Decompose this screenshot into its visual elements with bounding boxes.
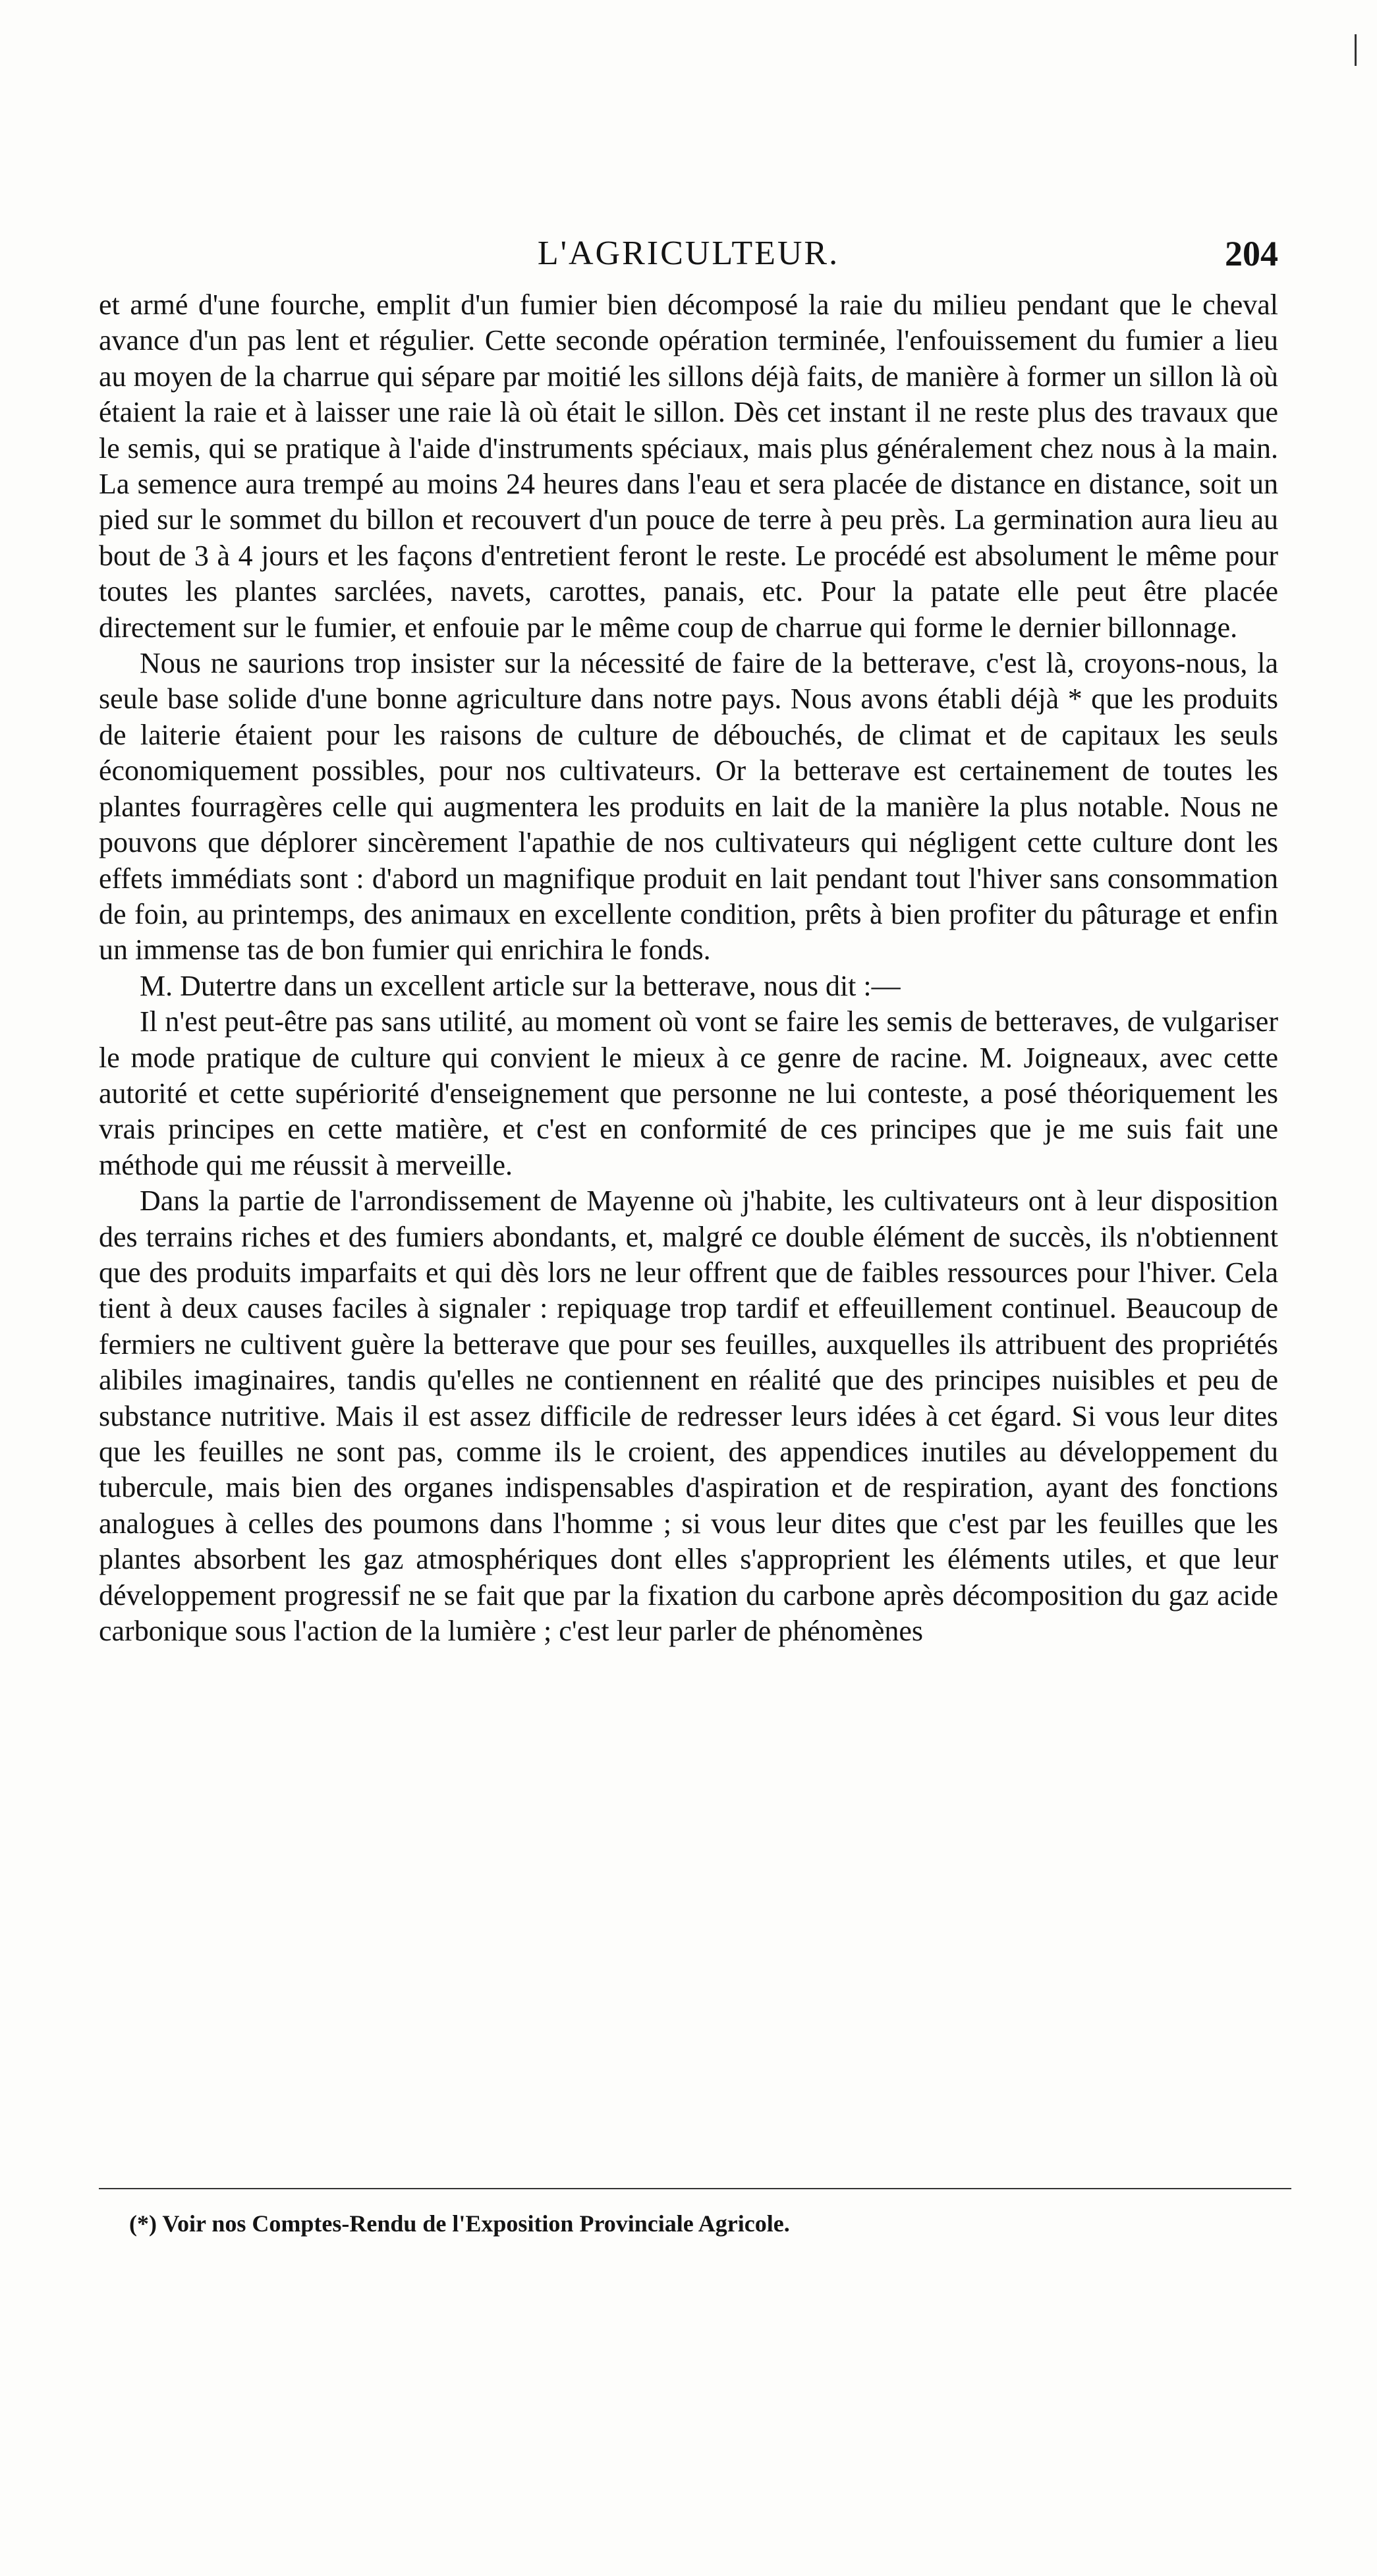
paragraph-continuation: et armé d'une fourche, emplit d'un fumier bien décomposé la raie du milieu pendant que le cheval avance d'un pas lent et régulier. Cette seconde opération terminée, l'enfouissement du fumier a lieu au moyen de la charrue qui sépare par moitié les sillons déjà faits, de manière à former un sillon là où étaient la raie et à laisser une raie là où était le sillon. Dès cet instant il ne reste plus des travaux que le semis, qui se pratique à l'aide d'instruments spéciaux, mais plus généralement chez nous à la main. La semence aura trempé au moins 24 heures dans l'eau et sera placée de distance en distance, soit un pied sur le sommet du billon et recouvert d'un pouce de terre à peu près. La germination aura lieu au bout de 3 à 4 jours et les façons d'entretient feront le reste. Le procédé est absolument le même pour toutes les plantes sarclées, navets, carottes, panais, etc. Pour la patate elle peut être placée directement sur le fumier, et enfouie par le même coup de charrue qui forme le dernier billonnage.	[99, 289, 1278, 644]
paragraph-dutertre: M. Dutertre dans un excellent article sur la betterave, nous dit :—	[140, 969, 901, 1002]
paragraph-betterave: Nous ne saurions trop insister sur la nécessité de faire de la betterave, c'est là, croyons-nous, la seule base solide d'une bonne agriculture dans notre pays. Nous avons établi déjà * que les produits de laiterie étaient pour les raisons de culture de débouchés, de climat et de capitaux les seuls économiquement possibles, pour nos cultivateurs. Or la betterave est certainement de toutes les plantes fourragères celle qui augmentera les produits en lait de la manière la plus notable. Nous ne pouvons que déplorer sincèrement l'apathie de nos cultivateurs qui négligent cette culture dont les effets immédiats sont : d'abord un magnifique produit en lait pendant tout l'hiver sans consommation de foin, au printemps, des animaux en excellente condition, prêts à bien profiter du pâturage et enfin un immense tas de bon fumier qui enrichira le fonds.	[99, 647, 1278, 966]
paragraph-mayenne: Dans la partie de l'arrondissement de Mayenne où j'habite, les cultivateurs ont à leur disposition des terrains riches et des fumiers abondants, et, malgré ce double élément de succès, ils n'obtiennent que des produits imparfaits et qui dès lors ne leur offrent que de faibles ressources pour l'hiver. Cela tient à deux causes faciles à signaler : repiquage trop tardif et effeuillement continuel. Beaucoup de fermiers ne cultivent guère la betterave que pour ses feuilles, auxquelles ils attribuent des propriétés alibiles imaginaires, tandis qu'elles ne contiennent en réalité que des principes nuisibles et peu de substance nutritive. Mais il est assez difficile de redresser leurs idées à cet égard. Si vous leur dites que les feuilles ne sont pas, comme ils le croient, des appendices inutiles au développement du tubercule, mais bien des organes indispensables d'aspiration et de respiration, ayant des fonctions analogues à celles des poumons dans l'homme ; si vous leur dites que c'est par les feuilles que les plantes absorbent les gaz atmosphériques dont elles s'approprient les éléments utiles, et que leur développement progressif ne se fait que par la fixation du carbone après décomposition du gaz acide carbonique sous l'action de la lumière ; c'est leur parler de phénomènes	[99, 1185, 1278, 1648]
page-number: 204	[1225, 234, 1278, 273]
footnote-rule	[99, 2188, 1291, 2189]
footnote: (*) Voir nos Comptes-Rendu de l'Exposition Provinciale Agricole.	[129, 2210, 790, 2237]
running-title: L'AGRICULTEUR.	[537, 235, 840, 272]
scan-edge-mark	[1355, 34, 1357, 66]
paragraph-quotation: Il n'est peut-être pas sans utilité, au moment où vont se faire les semis de betteraves, de vulgariser le mode pratique de culture qui convient le mieux à ce genre de racine. M. Joigneaux, avec cette autorité et cette supériorité d'enseignement que personne ne lui conteste, a posé théoriquement les vrais principes en cette matière, et c'est en conformité de ces principes que je me suis fait une méthode qui me réussit à merveille.	[99, 1005, 1278, 1181]
body-text	[99, 287, 1278, 1649]
running-header	[99, 231, 1278, 277]
